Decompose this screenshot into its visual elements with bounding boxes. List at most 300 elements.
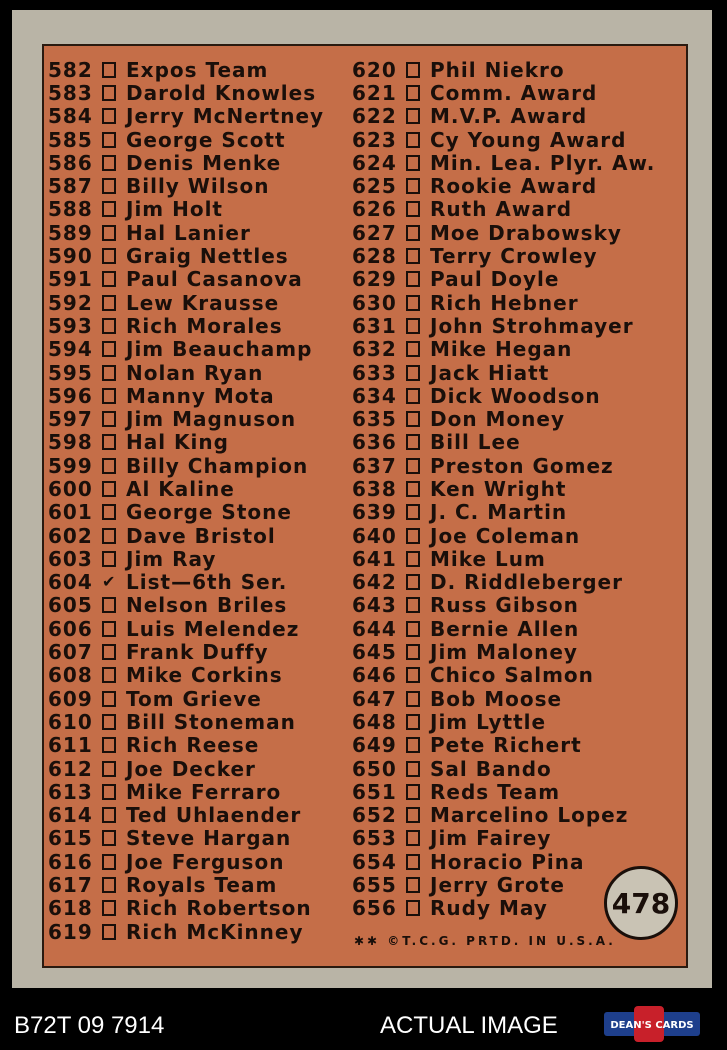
checkbox[interactable]	[102, 924, 116, 940]
player-name: Expos Team	[126, 57, 269, 82]
card-number: 655	[352, 873, 397, 898]
checkbox[interactable]	[102, 528, 116, 544]
checkbox[interactable]	[406, 318, 420, 334]
player-name: D. Riddleberger	[430, 570, 623, 595]
checkbox[interactable]	[102, 597, 116, 613]
player-name: Rich Robertson	[126, 896, 312, 921]
checkbox[interactable]	[102, 481, 116, 497]
player-name: Jim Lyttle	[430, 709, 547, 734]
player-name: Cy Young Award	[430, 127, 627, 152]
player-name: Bob Moose	[430, 686, 563, 711]
checkbox[interactable]	[102, 178, 116, 194]
checklist-row	[48, 850, 324, 873]
card-number: 625	[352, 174, 397, 199]
checklist-row	[48, 268, 324, 291]
player-name: Royals Team	[126, 873, 278, 898]
checkbox[interactable]	[406, 201, 420, 217]
card-number: 603	[48, 546, 93, 571]
checklist-row	[352, 431, 655, 454]
card-number: 656	[352, 896, 397, 921]
player-name: Paul Casanova	[126, 267, 303, 292]
player-name: Min. Lea. Plyr. Aw.	[430, 150, 656, 175]
checkbox[interactable]	[406, 62, 420, 78]
checklist-row	[48, 407, 324, 430]
checkbox[interactable]	[406, 691, 420, 707]
checkbox[interactable]	[406, 248, 420, 264]
player-name: Luis Melendez	[126, 616, 300, 641]
player-name: M.V.P. Award	[430, 104, 588, 129]
card-number: 586	[48, 150, 93, 175]
card-number: 649	[352, 733, 397, 758]
card-number: 643	[352, 593, 397, 618]
checkbox[interactable]	[102, 900, 116, 916]
player-name: Rich Reese	[126, 733, 260, 758]
card-number: 605	[48, 593, 93, 618]
card-number: 653	[352, 826, 397, 851]
checkbox[interactable]	[102, 504, 116, 520]
card-number: 597	[48, 407, 93, 432]
player-name: Billy Wilson	[126, 174, 270, 199]
player-name: Jerry Grote	[430, 873, 565, 898]
checklist-row	[48, 827, 324, 850]
player-name: Rookie Award	[430, 174, 598, 199]
player-name: Al Kaline	[126, 477, 235, 501]
player-name: John Strohmayer	[430, 313, 634, 338]
checklist-row	[352, 244, 655, 267]
checkbox[interactable]	[406, 108, 420, 124]
card-number: 595	[48, 360, 93, 385]
checkbox[interactable]	[102, 341, 116, 357]
checkbox[interactable]	[406, 411, 420, 427]
checkbox[interactable]	[102, 365, 116, 381]
checklist-row	[352, 338, 655, 361]
checklist-row	[352, 640, 655, 663]
checkbox[interactable]	[406, 900, 420, 916]
player-name: Dave Bristol	[126, 523, 276, 548]
card-number: 590	[48, 244, 93, 269]
checklist-row	[352, 664, 655, 687]
card-number: 606	[48, 616, 93, 641]
card-number: 587	[48, 174, 93, 199]
player-name: Jim Holt	[126, 197, 223, 222]
checkbox[interactable]	[102, 737, 116, 753]
checklist-row	[352, 361, 655, 384]
checkmark-icon[interactable]: ✔	[102, 572, 117, 592]
player-name: Joe Decker	[126, 756, 256, 781]
checkbox[interactable]	[406, 528, 420, 544]
checklist-row	[352, 617, 655, 640]
checklist-row	[48, 804, 324, 827]
card-number: 609	[48, 686, 93, 711]
checklist-row	[48, 128, 324, 151]
player-name: Dick Woodson	[430, 383, 601, 408]
checkbox[interactable]	[406, 551, 420, 567]
checklist-row	[352, 314, 655, 337]
card-number: 592	[48, 290, 93, 315]
player-name: Jim Fairey	[430, 826, 552, 851]
checklist-right-column	[352, 58, 655, 920]
checklist-row	[48, 221, 324, 244]
checklist-row	[352, 477, 655, 500]
checkbox[interactable]	[406, 365, 420, 381]
checkbox[interactable]	[406, 807, 420, 823]
player-name: Billy Champion	[126, 453, 309, 478]
checkbox[interactable]	[102, 411, 116, 427]
checklist-row	[48, 431, 324, 454]
checkbox[interactable]	[102, 62, 116, 78]
card-number: 601	[48, 500, 93, 525]
checklist-row	[352, 571, 655, 594]
player-name: Denis Menke	[126, 150, 282, 175]
player-name: Mike Lum	[430, 546, 546, 571]
checklist-row	[48, 174, 324, 197]
checkbox[interactable]	[406, 667, 420, 683]
checklist-row	[352, 710, 655, 733]
checkbox[interactable]	[406, 271, 420, 287]
card-number: 624	[352, 150, 397, 175]
card-number: 589	[48, 220, 93, 245]
card-number: 615	[48, 826, 93, 851]
checkbox[interactable]	[102, 691, 116, 707]
checkbox[interactable]	[406, 737, 420, 753]
checkbox[interactable]	[406, 155, 420, 171]
card-number: 613	[48, 779, 93, 804]
checklist-row	[352, 687, 655, 710]
checklist-row	[48, 594, 324, 617]
card-number: 627	[352, 220, 397, 245]
checkbox[interactable]	[406, 132, 420, 148]
player-name: J. C. Martin	[430, 500, 568, 525]
player-name: George Scott	[126, 127, 286, 152]
card-number: 647	[352, 686, 397, 711]
card-number: 640	[352, 523, 397, 548]
checkbox[interactable]	[406, 597, 420, 613]
player-name: Jim Beauchamp	[126, 337, 313, 362]
checkbox[interactable]	[102, 621, 116, 637]
checklist-row	[352, 58, 655, 81]
checkbox[interactable]	[406, 830, 420, 846]
player-name: Moe Drabowsky	[430, 220, 622, 245]
checklist-row	[48, 454, 324, 477]
player-name: Marcelino Lopez	[430, 803, 629, 828]
checklist-row	[352, 804, 655, 827]
card-number: 642	[352, 570, 397, 595]
card-number: 634	[352, 383, 397, 408]
checkbox[interactable]	[102, 854, 116, 870]
checklist-row	[48, 501, 324, 524]
player-name: Horacio Pina	[430, 849, 585, 874]
player-name: Phil Niekro	[430, 57, 565, 82]
checklist-row	[352, 268, 655, 291]
checklist-row	[48, 291, 324, 314]
card-number: 626	[352, 197, 397, 222]
player-name: Bill Lee	[430, 430, 521, 455]
checklist-row	[352, 524, 655, 547]
card-number: 618	[48, 896, 93, 921]
player-name: Jack Hiatt	[430, 360, 550, 385]
checkbox[interactable]	[102, 807, 116, 823]
card-number: 619	[48, 919, 93, 944]
checklist-row	[48, 58, 324, 81]
card-number: 630	[352, 290, 397, 315]
card-number: 636	[352, 430, 397, 455]
checklist-row	[48, 757, 324, 780]
player-name: Hal King	[126, 430, 229, 455]
checkbox[interactable]	[102, 388, 116, 404]
checklist-row	[352, 780, 655, 803]
checklist-row	[48, 338, 324, 361]
checkbox[interactable]	[102, 108, 116, 124]
actual-image-label: ACTUAL IMAGE	[380, 1012, 558, 1039]
checkbox[interactable]	[406, 504, 420, 520]
card-number: 604	[48, 570, 93, 595]
card-number: 616	[48, 849, 93, 874]
card-number: 593	[48, 313, 93, 338]
checklist-row	[352, 384, 655, 407]
player-name: Rich Morales	[126, 313, 283, 338]
player-name: Paul Doyle	[430, 267, 560, 292]
card-number: 583	[48, 80, 93, 105]
checkbox[interactable]	[102, 434, 116, 450]
checklist-row	[48, 780, 324, 803]
checklist-row	[48, 151, 324, 174]
checkbox[interactable]	[406, 341, 420, 357]
card-number: 631	[352, 313, 397, 338]
checklist-row	[48, 571, 324, 594]
player-name: Ruth Award	[430, 197, 573, 222]
player-name: Joe Ferguson	[126, 849, 285, 874]
card-number: 629	[352, 267, 397, 292]
card-number: 602	[48, 523, 93, 548]
player-name: Chico Salmon	[430, 663, 594, 688]
checklist-row	[352, 594, 655, 617]
card-number: 582	[48, 57, 93, 82]
player-name: Comm. Award	[430, 80, 598, 105]
checkbox[interactable]	[102, 295, 116, 311]
checkbox[interactable]	[102, 667, 116, 683]
player-name: Sal Bando	[430, 756, 552, 781]
checklist-row	[48, 640, 324, 663]
checkbox[interactable]	[102, 248, 116, 264]
player-name: Rudy May	[430, 896, 548, 921]
checklist-row	[48, 198, 324, 221]
checkbox[interactable]	[406, 644, 420, 660]
checklist-row	[48, 617, 324, 640]
card-number: 617	[48, 873, 93, 898]
checkbox[interactable]	[102, 225, 116, 241]
checkbox[interactable]	[406, 481, 420, 497]
checkbox[interactable]	[102, 714, 116, 730]
card-number: 594	[48, 337, 93, 362]
player-name: Terry Crowley	[430, 244, 598, 269]
checklist-row	[48, 710, 324, 733]
player-name: Bill Stoneman	[126, 709, 296, 734]
card-number: 652	[352, 803, 397, 828]
card-number: 584	[48, 104, 93, 129]
checklist-row	[48, 734, 324, 757]
deans-cards-logo	[604, 1006, 700, 1042]
card-number: 654	[352, 849, 397, 874]
card-number: 585	[48, 127, 93, 152]
player-name: Mike Corkins	[126, 663, 283, 688]
checklist-row	[48, 920, 324, 943]
player-name: Ken Wright	[430, 477, 567, 501]
checklist-row	[48, 384, 324, 407]
checkbox[interactable]	[102, 830, 116, 846]
player-name: Lew Krausse	[126, 290, 280, 315]
card-number: 614	[48, 803, 93, 828]
checklist-row	[48, 105, 324, 128]
player-name: Steve Hargan	[126, 826, 292, 851]
checklist-row	[352, 151, 655, 174]
checklist-row	[352, 105, 655, 128]
player-name: Reds Team	[430, 779, 561, 804]
player-name: Jim Ray	[126, 546, 217, 571]
player-name: Manny Mota	[126, 383, 275, 408]
player-name: Joe Coleman	[430, 523, 581, 548]
checkbox[interactable]	[406, 621, 420, 637]
checklist-row	[352, 734, 655, 757]
checklist-row	[352, 128, 655, 151]
checkbox[interactable]	[406, 854, 420, 870]
card-number: 633	[352, 360, 397, 385]
checkbox[interactable]	[102, 784, 116, 800]
checkbox[interactable]	[406, 458, 420, 474]
checkbox[interactable]	[406, 85, 420, 101]
card-face	[42, 44, 688, 968]
card-number: 646	[352, 663, 397, 688]
card-number: 591	[48, 267, 93, 292]
checkbox[interactable]	[102, 318, 116, 334]
copyright-footer: ✱✱ ©T.C.G. PRTD. IN U.S.A.	[354, 934, 616, 948]
card-number: 637	[352, 453, 397, 478]
player-name: Pete Richert	[430, 733, 582, 758]
checklist-row	[48, 361, 324, 384]
checklist-row	[352, 827, 655, 850]
checklist-row	[352, 81, 655, 104]
checklist-row	[48, 81, 324, 104]
checklist-row	[352, 407, 655, 430]
player-name: Frank Duffy	[126, 640, 269, 665]
player-name: Bernie Allen	[430, 616, 580, 641]
card-number: 648	[352, 709, 397, 734]
checklist-row	[352, 850, 655, 873]
player-name: Mike Hegan	[430, 337, 573, 362]
card-number: 639	[352, 500, 397, 525]
card-number: 588	[48, 197, 93, 222]
card-number-badge: 478	[604, 866, 678, 940]
checklist-row	[48, 664, 324, 687]
player-name: List—6th Ser.	[126, 570, 288, 595]
inventory-code: B72T 09 7914	[14, 1012, 165, 1039]
checkbox[interactable]	[406, 225, 420, 241]
player-name: Jim Magnuson	[126, 407, 297, 432]
checklist-row	[48, 244, 324, 267]
checklist-row	[352, 547, 655, 570]
card-number: 645	[352, 640, 397, 665]
checklist-row	[48, 524, 324, 547]
player-name: Ted Uhlaender	[126, 803, 302, 828]
player-name: Russ Gibson	[430, 593, 579, 618]
card-number: 599	[48, 453, 93, 478]
checklist-row	[352, 198, 655, 221]
player-name: Preston Gomez	[430, 453, 614, 478]
card-number: 638	[352, 477, 397, 501]
checkbox[interactable]	[102, 458, 116, 474]
checkbox[interactable]	[406, 434, 420, 450]
checkbox[interactable]	[102, 85, 116, 101]
checkbox[interactable]	[102, 155, 116, 171]
player-name: Rich Hebner	[430, 290, 579, 315]
checkbox[interactable]	[102, 271, 116, 287]
checkbox[interactable]	[406, 761, 420, 777]
player-name: Hal Lanier	[126, 220, 251, 245]
checklist-row	[352, 501, 655, 524]
checkbox[interactable]	[406, 574, 420, 590]
card-number: 600	[48, 477, 93, 501]
player-name: Jim Maloney	[430, 640, 578, 665]
card-number: 608	[48, 663, 93, 688]
checkbox[interactable]	[102, 551, 116, 567]
card-number: 598	[48, 430, 93, 455]
card-number: 607	[48, 640, 93, 665]
checklist-row	[48, 477, 324, 500]
player-name: Darold Knowles	[126, 80, 317, 105]
card-number: 596	[48, 383, 93, 408]
card-number: 610	[48, 709, 93, 734]
card-number: 621	[352, 80, 397, 105]
checkbox[interactable]	[102, 644, 116, 660]
checkbox[interactable]	[406, 784, 420, 800]
player-name: Tom Grieve	[126, 686, 262, 711]
checkbox[interactable]	[102, 201, 116, 217]
player-name: Jerry McNertney	[126, 104, 325, 129]
card-number: 641	[352, 546, 397, 571]
player-name: George Stone	[126, 500, 292, 525]
card-number: 622	[352, 104, 397, 129]
player-name: Rich McKinney	[126, 919, 304, 944]
card-number: 623	[352, 127, 397, 152]
checklist-row	[48, 897, 324, 920]
checkbox[interactable]	[406, 714, 420, 730]
player-name: Nelson Briles	[126, 593, 288, 618]
player-name: Mike Ferraro	[126, 779, 282, 804]
card-number: 632	[352, 337, 397, 362]
checklist-row	[352, 757, 655, 780]
card-number: 650	[352, 756, 397, 781]
checklist-row	[48, 687, 324, 710]
checkbox[interactable]	[102, 761, 116, 777]
checklist-row	[48, 314, 324, 337]
checkbox[interactable]	[102, 877, 116, 893]
card-number: 651	[352, 779, 397, 804]
checklist-left-column	[48, 58, 324, 943]
checkbox[interactable]	[406, 295, 420, 311]
checklist-row	[352, 291, 655, 314]
checkbox[interactable]	[102, 132, 116, 148]
card-number: 612	[48, 756, 93, 781]
card-number: 620	[352, 57, 397, 82]
player-name: Graig Nettles	[126, 244, 289, 269]
player-name: Nolan Ryan	[126, 360, 264, 385]
checkbox[interactable]	[406, 178, 420, 194]
checkbox[interactable]	[406, 388, 420, 404]
player-name: Don Money	[430, 407, 566, 432]
logo-text: DEAN'S CARDS	[610, 1020, 694, 1031]
checkbox[interactable]	[406, 877, 420, 893]
card-number: 611	[48, 733, 93, 758]
checklist-row	[352, 454, 655, 477]
